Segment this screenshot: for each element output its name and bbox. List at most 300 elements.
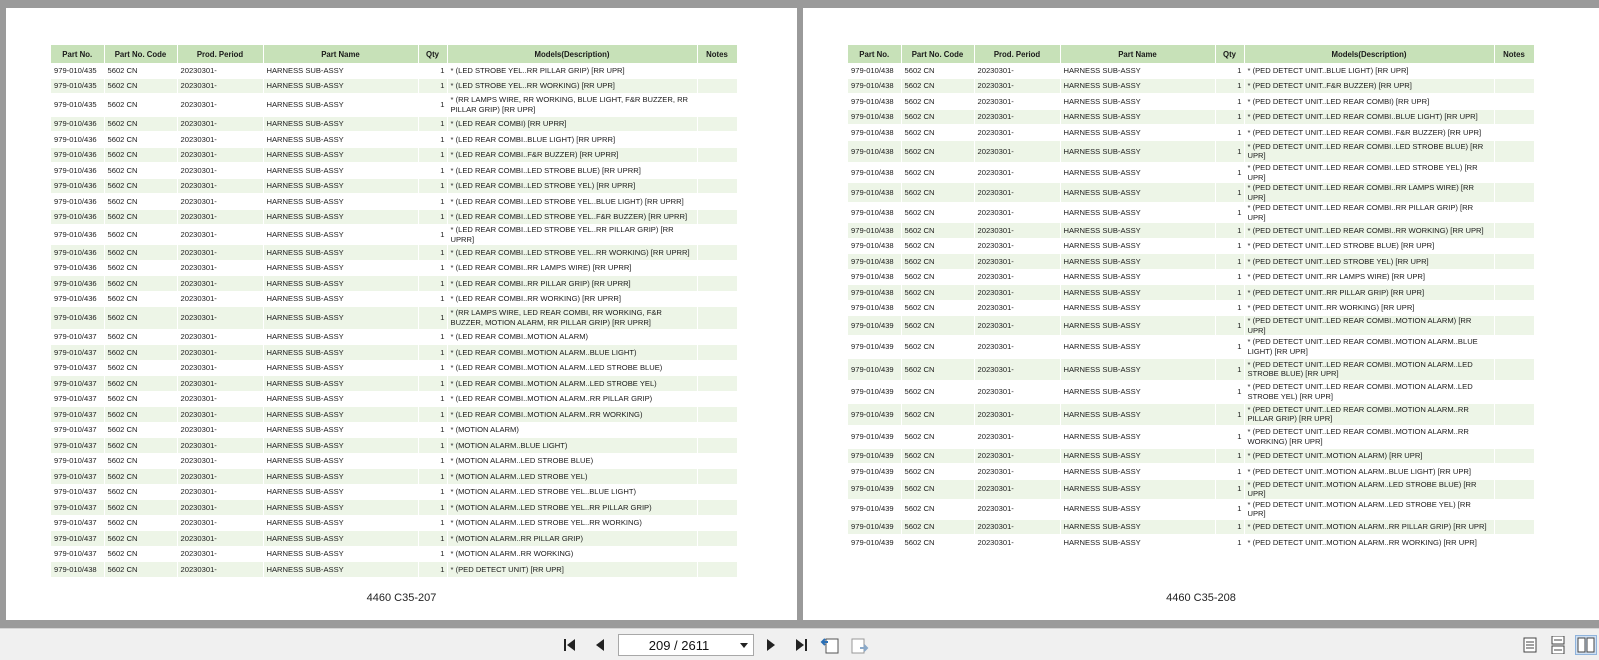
prod-period-cell: 20230301- bbox=[177, 116, 263, 132]
prod-period-cell: 20230301- bbox=[974, 300, 1060, 316]
part-code-cell: 5602 CN bbox=[901, 238, 974, 254]
qty-cell: 1 bbox=[1215, 203, 1244, 223]
part-no-cell: 979-010/438 bbox=[848, 94, 901, 110]
description-cell: * (PED DETECT UNIT..LED REAR COMBI..RR LAMPS WIRE) [RR UPR] bbox=[1244, 183, 1494, 203]
continuous-view-button[interactable] bbox=[1548, 635, 1568, 655]
table-row bbox=[51, 422, 737, 438]
part-name-cell: HARNESS SUB-ASSY bbox=[263, 94, 418, 117]
part-no-cell: 979-010/436 bbox=[51, 291, 104, 307]
part-code-cell: 5602 CN bbox=[104, 345, 177, 361]
part-code-cell: 5602 CN bbox=[901, 269, 974, 285]
prod-period-cell: 20230301- bbox=[177, 132, 263, 148]
prod-period-cell: 20230301- bbox=[974, 78, 1060, 94]
description-cell: * (PED DETECT UNIT..LED REAR COMBI) [RR UPR] bbox=[1244, 94, 1494, 110]
part-code-cell: 5602 CN bbox=[104, 376, 177, 392]
part-name-cell: HARNESS SUB-ASSY bbox=[263, 116, 418, 132]
column-header: Part No. bbox=[848, 45, 901, 63]
parts-table bbox=[51, 45, 738, 578]
notes-cell bbox=[697, 500, 737, 516]
prod-period-cell: 20230301- bbox=[974, 203, 1060, 223]
qty-cell: 1 bbox=[418, 345, 447, 361]
go-forward-button[interactable] bbox=[850, 635, 870, 655]
prev-page-icon bbox=[594, 638, 606, 652]
part-name-cell: HARNESS SUB-ASSY bbox=[1060, 535, 1215, 551]
notes-cell bbox=[1494, 125, 1534, 141]
qty-cell: 1 bbox=[418, 63, 447, 78]
part-code-cell: 5602 CN bbox=[901, 78, 974, 94]
part-code-cell: 5602 CN bbox=[104, 194, 177, 210]
prod-period-cell: 20230301- bbox=[974, 535, 1060, 551]
notes-cell bbox=[697, 78, 737, 94]
notes-cell bbox=[697, 329, 737, 345]
prod-period-cell: 20230301- bbox=[177, 209, 263, 225]
qty-cell: 1 bbox=[1215, 125, 1244, 141]
table-header-row bbox=[848, 45, 1534, 63]
qty-cell: 1 bbox=[418, 178, 447, 194]
description-cell: * (PED DETECT UNIT..MOTION ALARM..RR WORKING) [RR UPR] bbox=[1244, 535, 1494, 551]
table-row bbox=[848, 254, 1534, 270]
part-name-cell: HARNESS SUB-ASSY bbox=[1060, 223, 1215, 239]
part-no-cell: 979-010/438 bbox=[848, 125, 901, 141]
part-name-cell: HARNESS SUB-ASSY bbox=[263, 307, 418, 330]
part-no-cell: 979-010/437 bbox=[51, 469, 104, 485]
part-name-cell: HARNESS SUB-ASSY bbox=[263, 391, 418, 407]
part-name-cell: HARNESS SUB-ASSY bbox=[263, 276, 418, 292]
description-cell: * (PED DETECT UNIT..MOTION ALARM..RR PILLAR GRIP) [RR UPR] bbox=[1244, 519, 1494, 535]
description-cell: * (LED REAR COMBI..F&R BUZZER) [RR UPRR] bbox=[447, 147, 697, 163]
qty-cell: 1 bbox=[418, 116, 447, 132]
part-code-cell: 5602 CN bbox=[901, 358, 974, 381]
description-cell: * (PED DETECT UNIT..LED REAR COMBI..RR WORKING) [RR UPR] bbox=[1244, 223, 1494, 239]
prod-period-cell: 20230301- bbox=[177, 260, 263, 276]
part-code-cell: 5602 CN bbox=[104, 329, 177, 345]
part-code-cell: 5602 CN bbox=[104, 78, 177, 94]
prod-period-cell: 20230301- bbox=[974, 254, 1060, 270]
part-name-cell: HARNESS SUB-ASSY bbox=[263, 438, 418, 454]
notes-cell bbox=[1494, 535, 1534, 551]
notes-cell bbox=[1494, 316, 1534, 336]
description-cell: * (PED DETECT UNIT..LED REAR COMBI..MOTION ALARM..RR WORKING) [RR UPR] bbox=[1244, 426, 1494, 449]
description-cell: * (PED DETECT UNIT..RR PILLAR GRIP) [RR UPR] bbox=[1244, 285, 1494, 301]
description-cell: * (MOTION ALARM..LED STROBE YEL..BLUE LIGHT) bbox=[447, 484, 697, 500]
description-cell: * (LED STROBE YEL..RR WORKING) [RR UPR] bbox=[447, 78, 697, 94]
notes-cell bbox=[697, 209, 737, 225]
qty-cell: 1 bbox=[418, 360, 447, 376]
part-code-cell: 5602 CN bbox=[901, 300, 974, 316]
part-name-cell: HARNESS SUB-ASSY bbox=[1060, 285, 1215, 301]
chevron-down-icon[interactable] bbox=[740, 643, 748, 648]
table-row bbox=[51, 291, 737, 307]
table-row bbox=[848, 448, 1534, 464]
table-row bbox=[51, 562, 737, 578]
prod-period-cell: 20230301- bbox=[177, 484, 263, 500]
column-header: Part Name bbox=[263, 45, 418, 63]
part-code-cell: 5602 CN bbox=[901, 140, 974, 163]
part-no-cell: 979-010/439 bbox=[848, 336, 901, 359]
part-no-cell: 979-010/436 bbox=[51, 147, 104, 163]
qty-cell: 1 bbox=[1215, 254, 1244, 270]
description-cell: * (LED REAR COMBI..RR WORKING) [RR UPRR] bbox=[447, 291, 697, 307]
first-page-icon bbox=[563, 638, 579, 652]
qty-cell: 1 bbox=[418, 260, 447, 276]
description-cell: * (MOTION ALARM..LED STROBE YEL..RR WORKING) bbox=[447, 515, 697, 531]
part-name-cell: HARNESS SUB-ASSY bbox=[1060, 300, 1215, 316]
part-no-cell: 979-010/438 bbox=[848, 78, 901, 94]
description-cell: * (LED REAR COMBI..LED STROBE YEL..RR WORKING) [RR UPRR] bbox=[447, 245, 697, 261]
table-row bbox=[51, 178, 737, 194]
prod-period-cell: 20230301- bbox=[974, 448, 1060, 464]
part-name-cell: HARNESS SUB-ASSY bbox=[1060, 381, 1215, 404]
part-code-cell: 5602 CN bbox=[104, 360, 177, 376]
qty-cell: 1 bbox=[418, 453, 447, 469]
part-name-cell: HARNESS SUB-ASSY bbox=[263, 329, 418, 345]
part-name-cell: HARNESS SUB-ASSY bbox=[263, 515, 418, 531]
qty-cell: 1 bbox=[418, 469, 447, 485]
notes-cell bbox=[1494, 300, 1534, 316]
next-page-button[interactable] bbox=[761, 635, 781, 655]
table-row bbox=[51, 63, 737, 78]
part-name-cell: HARNESS SUB-ASSY bbox=[263, 500, 418, 516]
table-row bbox=[848, 163, 1534, 183]
prod-period-cell: 20230301- bbox=[974, 269, 1060, 285]
part-name-cell: HARNESS SUB-ASSY bbox=[263, 376, 418, 392]
part-name-cell: HARNESS SUB-ASSY bbox=[263, 422, 418, 438]
part-code-cell: 5602 CN bbox=[104, 276, 177, 292]
description-cell: * (LED REAR COMBI..MOTION ALARM..BLUE LIGHT) bbox=[447, 345, 697, 361]
part-name-cell: HARNESS SUB-ASSY bbox=[263, 225, 418, 245]
notes-cell bbox=[1494, 254, 1534, 270]
single-page-view-button[interactable] bbox=[1520, 635, 1540, 655]
last-page-button[interactable] bbox=[790, 635, 810, 655]
notes-cell bbox=[697, 531, 737, 547]
description-cell: * (LED REAR COMBI..LED STROBE YEL..F&R BUZZER) [RR UPRR] bbox=[447, 209, 697, 225]
table-row bbox=[848, 125, 1534, 141]
prod-period-cell: 20230301- bbox=[177, 329, 263, 345]
prod-period-cell: 20230301- bbox=[177, 276, 263, 292]
prod-period-cell: 20230301- bbox=[177, 469, 263, 485]
part-code-cell: 5602 CN bbox=[901, 316, 974, 336]
prod-period-cell: 20230301- bbox=[974, 519, 1060, 535]
part-code-cell: 5602 CN bbox=[901, 519, 974, 535]
prod-period-cell: 20230301- bbox=[177, 163, 263, 179]
part-name-cell: HARNESS SUB-ASSY bbox=[263, 453, 418, 469]
notes-cell bbox=[1494, 163, 1534, 183]
qty-cell: 1 bbox=[1215, 94, 1244, 110]
notes-cell bbox=[1494, 109, 1534, 125]
part-code-cell: 5602 CN bbox=[104, 63, 177, 78]
prod-period-cell: 20230301- bbox=[177, 245, 263, 261]
part-no-cell: 979-010/436 bbox=[51, 225, 104, 245]
qty-cell: 1 bbox=[1215, 78, 1244, 94]
part-name-cell: HARNESS SUB-ASSY bbox=[263, 484, 418, 500]
part-name-cell: HARNESS SUB-ASSY bbox=[1060, 464, 1215, 480]
description-cell: * (MOTION ALARM..LED STROBE YEL..RR PILLAR GRIP) bbox=[447, 500, 697, 516]
part-no-cell: 979-010/438 bbox=[848, 203, 901, 223]
qty-cell: 1 bbox=[418, 245, 447, 261]
part-no-cell: 979-010/437 bbox=[51, 438, 104, 454]
prod-period-cell: 20230301- bbox=[974, 285, 1060, 301]
column-header: Notes bbox=[1494, 45, 1534, 63]
part-no-cell: 979-010/436 bbox=[51, 116, 104, 132]
qty-cell: 1 bbox=[1215, 63, 1244, 78]
part-name-cell: HARNESS SUB-ASSY bbox=[263, 78, 418, 94]
notes-cell bbox=[1494, 464, 1534, 480]
description-cell: * (MOTION ALARM..LED STROBE YEL) bbox=[447, 469, 697, 485]
qty-cell: 1 bbox=[418, 562, 447, 578]
qty-cell: 1 bbox=[1215, 519, 1244, 535]
notes-cell bbox=[697, 469, 737, 485]
part-code-cell: 5602 CN bbox=[901, 254, 974, 270]
prod-period-cell: 20230301- bbox=[177, 531, 263, 547]
part-code-cell: 5602 CN bbox=[104, 469, 177, 485]
page-number-input[interactable] bbox=[618, 634, 754, 656]
qty-cell: 1 bbox=[1215, 464, 1244, 480]
prod-period-cell: 20230301- bbox=[177, 63, 263, 78]
notes-cell bbox=[697, 245, 737, 261]
description-cell: * (MOTION ALARM) bbox=[447, 422, 697, 438]
description-cell: * (LED REAR COMBI..RR LAMPS WIRE) [RR UPRR] bbox=[447, 260, 697, 276]
part-no-cell: 979-010/437 bbox=[51, 345, 104, 361]
qty-cell: 1 bbox=[1215, 499, 1244, 519]
qty-cell: 1 bbox=[418, 438, 447, 454]
description-cell: * (LED REAR COMBI..MOTION ALARM..RR PILLAR GRIP) bbox=[447, 391, 697, 407]
next-page-icon bbox=[765, 638, 777, 652]
prod-period-cell: 20230301- bbox=[177, 360, 263, 376]
qty-cell: 1 bbox=[418, 391, 447, 407]
part-code-cell: 5602 CN bbox=[901, 464, 974, 480]
part-no-cell: 979-010/438 bbox=[848, 238, 901, 254]
notes-cell bbox=[697, 260, 737, 276]
table-row bbox=[848, 336, 1534, 359]
column-header: Prod. Period bbox=[177, 45, 263, 63]
part-name-cell: HARNESS SUB-ASSY bbox=[263, 63, 418, 78]
part-code-cell: 5602 CN bbox=[901, 94, 974, 110]
notes-cell bbox=[1494, 203, 1534, 223]
qty-cell: 1 bbox=[418, 225, 447, 245]
part-no-cell: 979-010/437 bbox=[51, 546, 104, 562]
table-row bbox=[848, 285, 1534, 301]
two-page-view-button[interactable] bbox=[1575, 635, 1597, 655]
description-cell: * (PED DETECT UNIT..LED REAR COMBI..LED STROBE BLUE) [RR UPR] bbox=[1244, 140, 1494, 163]
part-name-cell: HARNESS SUB-ASSY bbox=[263, 562, 418, 578]
description-cell: * (PED DETECT UNIT..RR WORKING) [RR UPR] bbox=[1244, 300, 1494, 316]
table-row bbox=[848, 109, 1534, 125]
prod-period-cell: 20230301- bbox=[177, 307, 263, 330]
qty-cell: 1 bbox=[418, 422, 447, 438]
qty-cell: 1 bbox=[418, 407, 447, 423]
notes-cell bbox=[1494, 238, 1534, 254]
part-code-cell: 5602 CN bbox=[104, 391, 177, 407]
part-code-cell: 5602 CN bbox=[104, 209, 177, 225]
table-row bbox=[51, 94, 737, 117]
prod-period-cell: 20230301- bbox=[974, 403, 1060, 426]
notes-cell bbox=[697, 132, 737, 148]
notes-cell bbox=[697, 194, 737, 210]
table-row bbox=[51, 163, 737, 179]
part-no-cell: 979-010/436 bbox=[51, 132, 104, 148]
prod-period-cell: 20230301- bbox=[177, 391, 263, 407]
notes-cell bbox=[697, 422, 737, 438]
part-no-cell: 979-010/439 bbox=[848, 448, 901, 464]
part-no-cell: 979-010/439 bbox=[848, 479, 901, 499]
part-name-cell: HARNESS SUB-ASSY bbox=[1060, 78, 1215, 94]
column-header: Qty bbox=[1215, 45, 1244, 63]
part-code-cell: 5602 CN bbox=[901, 109, 974, 125]
qty-cell: 1 bbox=[418, 78, 447, 94]
table-row bbox=[51, 276, 737, 292]
part-code-cell: 5602 CN bbox=[901, 125, 974, 141]
notes-cell bbox=[1494, 479, 1534, 499]
part-name-cell: HARNESS SUB-ASSY bbox=[263, 178, 418, 194]
prod-period-cell: 20230301- bbox=[974, 358, 1060, 381]
table-row bbox=[848, 316, 1534, 336]
part-code-cell: 5602 CN bbox=[901, 448, 974, 464]
part-name-cell: HARNESS SUB-ASSY bbox=[263, 163, 418, 179]
table-row bbox=[848, 535, 1534, 551]
notes-cell bbox=[697, 376, 737, 392]
part-code-cell: 5602 CN bbox=[104, 245, 177, 261]
notes-cell bbox=[1494, 269, 1534, 285]
prod-period-cell: 20230301- bbox=[974, 140, 1060, 163]
qty-cell: 1 bbox=[418, 376, 447, 392]
part-code-cell: 5602 CN bbox=[104, 422, 177, 438]
table-row bbox=[848, 183, 1534, 203]
continuous-view-icon bbox=[1551, 636, 1565, 654]
notes-cell bbox=[697, 562, 737, 578]
part-no-cell: 979-010/438 bbox=[848, 269, 901, 285]
prod-period-cell: 20230301- bbox=[177, 376, 263, 392]
part-name-cell: HARNESS SUB-ASSY bbox=[263, 132, 418, 148]
qty-cell: 1 bbox=[1215, 381, 1244, 404]
table-row bbox=[51, 484, 737, 500]
table-row bbox=[51, 438, 737, 454]
part-no-cell: 979-010/438 bbox=[848, 254, 901, 270]
description-cell: * (RR LAMPS WIRE, LED REAR COMBI, RR WORKING, F&R BUZZER, MOTION ALARM, RR PILLAR GRIP) [RR UPRR] bbox=[447, 307, 697, 330]
part-name-cell: HARNESS SUB-ASSY bbox=[1060, 140, 1215, 163]
notes-cell bbox=[697, 94, 737, 117]
go-back-icon bbox=[820, 636, 840, 654]
description-cell: * (PED DETECT UNIT..MOTION ALARM..BLUE LIGHT) [RR UPR] bbox=[1244, 464, 1494, 480]
table-row bbox=[51, 469, 737, 485]
page-footer-code: 4460 C35-207 bbox=[366, 592, 437, 604]
qty-cell: 1 bbox=[418, 194, 447, 210]
prod-period-cell: 20230301- bbox=[177, 438, 263, 454]
part-code-cell: 5602 CN bbox=[104, 515, 177, 531]
prod-period-cell: 20230301- bbox=[177, 194, 263, 210]
part-no-cell: 979-010/438 bbox=[848, 140, 901, 163]
part-name-cell: HARNESS SUB-ASSY bbox=[1060, 479, 1215, 499]
table-row bbox=[51, 546, 737, 562]
part-code-cell: 5602 CN bbox=[901, 535, 974, 551]
part-no-cell: 979-010/436 bbox=[51, 163, 104, 179]
qty-cell: 1 bbox=[1215, 535, 1244, 551]
description-cell: * (MOTION ALARM..RR WORKING) bbox=[447, 546, 697, 562]
prod-period-cell: 20230301- bbox=[974, 94, 1060, 110]
part-name-cell: HARNESS SUB-ASSY bbox=[1060, 269, 1215, 285]
part-name-cell: HARNESS SUB-ASSY bbox=[263, 546, 418, 562]
part-no-cell: 979-010/435 bbox=[51, 63, 104, 78]
notes-cell bbox=[697, 407, 737, 423]
qty-cell: 1 bbox=[1215, 140, 1244, 163]
part-code-cell: 5602 CN bbox=[104, 562, 177, 578]
table-row bbox=[51, 225, 737, 245]
part-no-cell: 979-010/437 bbox=[51, 391, 104, 407]
qty-cell: 1 bbox=[418, 209, 447, 225]
part-name-cell: HARNESS SUB-ASSY bbox=[263, 291, 418, 307]
part-no-cell: 979-010/439 bbox=[848, 381, 901, 404]
description-cell: * (PED DETECT UNIT..MOTION ALARM..LED STROBE BLUE) [RR UPR] bbox=[1244, 479, 1494, 499]
table-row bbox=[51, 209, 737, 225]
prod-period-cell: 20230301- bbox=[177, 78, 263, 94]
notes-cell bbox=[1494, 381, 1534, 404]
part-name-cell: HARNESS SUB-ASSY bbox=[1060, 94, 1215, 110]
qty-cell: 1 bbox=[1215, 358, 1244, 381]
part-no-cell: 979-010/438 bbox=[848, 183, 901, 203]
prod-period-cell: 20230301- bbox=[974, 381, 1060, 404]
description-cell: * (RR LAMPS WIRE, RR WORKING, BLUE LIGHT, F&R BUZZER, RR PILLAR GRIP) [RR UPR] bbox=[447, 94, 697, 117]
prev-page-button[interactable] bbox=[590, 635, 610, 655]
qty-cell: 1 bbox=[418, 531, 447, 547]
description-cell: * (PED DETECT UNIT..BLUE LIGHT) [RR UPR] bbox=[1244, 63, 1494, 78]
notes-cell bbox=[697, 391, 737, 407]
table-row bbox=[848, 78, 1534, 94]
first-page-button[interactable] bbox=[561, 635, 581, 655]
table-row bbox=[51, 531, 737, 547]
part-code-cell: 5602 CN bbox=[104, 438, 177, 454]
column-header: Models(Description) bbox=[1244, 45, 1494, 63]
notes-cell bbox=[697, 225, 737, 245]
notes-cell bbox=[1494, 223, 1534, 239]
part-name-cell: HARNESS SUB-ASSY bbox=[1060, 109, 1215, 125]
part-name-cell: HARNESS SUB-ASSY bbox=[1060, 63, 1215, 78]
parts-table bbox=[848, 45, 1535, 551]
part-name-cell: HARNESS SUB-ASSY bbox=[263, 194, 418, 210]
notes-cell bbox=[1494, 336, 1534, 359]
table-row bbox=[51, 329, 737, 345]
prod-period-cell: 20230301- bbox=[177, 546, 263, 562]
table-row bbox=[51, 147, 737, 163]
description-cell: * (LED REAR COMBI..MOTION ALARM..LED STROBE BLUE) bbox=[447, 360, 697, 376]
description-cell: * (PED DETECT UNIT..LED REAR COMBI..MOTION ALARM..LED STROBE BLUE) [RR UPR] bbox=[1244, 358, 1494, 381]
description-cell: * (LED REAR COMBI..BLUE LIGHT) [RR UPRR] bbox=[447, 132, 697, 148]
notes-cell bbox=[1494, 63, 1534, 78]
qty-cell: 1 bbox=[418, 276, 447, 292]
table-row bbox=[51, 515, 737, 531]
notes-cell bbox=[697, 345, 737, 361]
page-indicator-text: 209 / 2611 bbox=[648, 637, 710, 653]
table-row bbox=[848, 464, 1534, 480]
part-no-cell: 979-010/439 bbox=[848, 499, 901, 519]
column-header: Part No. Code bbox=[901, 45, 974, 63]
description-cell: * (LED REAR COMBI..MOTION ALARM) bbox=[447, 329, 697, 345]
part-no-cell: 979-010/436 bbox=[51, 178, 104, 194]
notes-cell bbox=[1494, 499, 1534, 519]
description-cell: * (LED REAR COMBI..LED STROBE YEL..BLUE LIGHT) [RR UPRR] bbox=[447, 194, 697, 210]
notes-cell bbox=[697, 291, 737, 307]
part-code-cell: 5602 CN bbox=[104, 260, 177, 276]
part-no-cell: 979-010/436 bbox=[51, 307, 104, 330]
part-no-cell: 979-010/437 bbox=[51, 360, 104, 376]
prod-period-cell: 20230301- bbox=[177, 515, 263, 531]
column-header: Notes bbox=[697, 45, 737, 63]
prod-period-cell: 20230301- bbox=[177, 147, 263, 163]
prod-period-cell: 20230301- bbox=[974, 223, 1060, 239]
table-row bbox=[51, 500, 737, 516]
part-no-cell: 979-010/436 bbox=[51, 209, 104, 225]
prod-period-cell: 20230301- bbox=[177, 178, 263, 194]
go-back-button[interactable] bbox=[820, 635, 840, 655]
prod-period-cell: 20230301- bbox=[974, 499, 1060, 519]
